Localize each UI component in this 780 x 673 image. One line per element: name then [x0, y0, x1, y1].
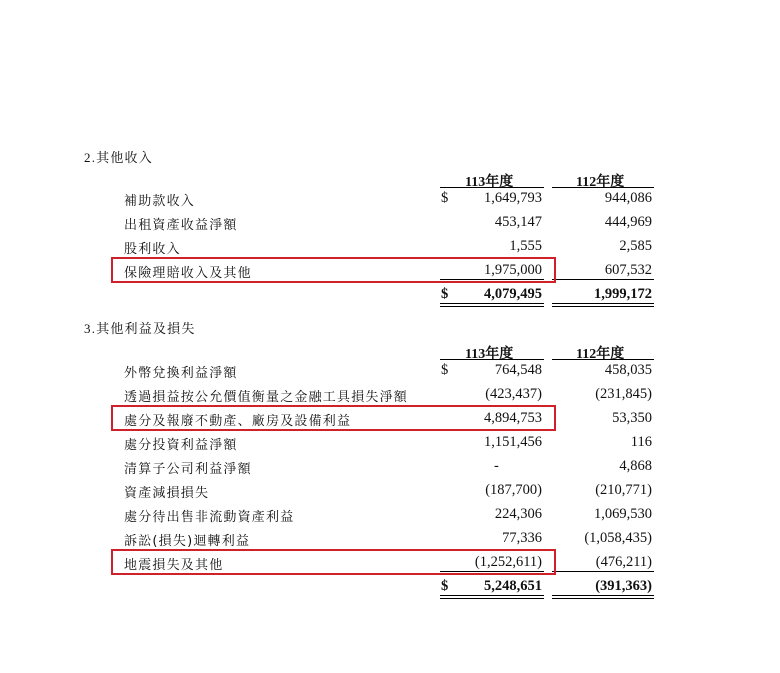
section2-col-112-header: 112年度: [576, 175, 625, 190]
section2-row-113-value: 1,649,793: [484, 190, 542, 206]
section3-subtotal-line-112: [552, 571, 654, 572]
section2-row-label: 補助款收入: [124, 194, 196, 209]
section3-row-113-value: 1,151,456: [484, 434, 542, 450]
highlight-box: [111, 549, 556, 575]
section2-total-currency: $: [441, 286, 449, 302]
section2-total-double-underline-112: [552, 303, 654, 307]
section3-title: 3.其他利益及損失: [84, 321, 196, 336]
section3-row-label: 訴訟(損失)迴轉利益: [124, 534, 251, 549]
section3-row-label: 外幣兌換利益淨額: [124, 366, 238, 381]
section2-row-label: 保險理賠收入及其他: [124, 266, 252, 281]
section3-col-113-underline: [440, 359, 544, 360]
section3-row-112-value: 53,350: [612, 410, 652, 426]
section2-row-112-value: 944,086: [604, 190, 652, 206]
section3-row-112-value: 4,868: [619, 458, 652, 474]
section2-row-label: 股利收入: [124, 242, 181, 257]
section2-row-112-value: 444,969: [604, 214, 652, 230]
section3-total-113: 5,248,651: [484, 578, 542, 594]
section3-row-label: 處分及報廢不動產、廠房及設備利益: [124, 414, 352, 429]
section2-row-112-value: 607,532: [604, 262, 652, 278]
section3-row-113-value: (423,437): [485, 386, 542, 402]
section3-total-112: (391,363): [595, 578, 652, 594]
section3-row-112-value: (210,771): [595, 482, 652, 498]
section2-subtotal-line-112: [552, 279, 654, 280]
section3-row-113-value: 764,548: [494, 362, 542, 378]
section2-row-112-value: 2,585: [619, 238, 652, 254]
section2-row-label: 出租資產收益淨額: [124, 218, 238, 233]
section3-total-double-underline-113: [440, 595, 544, 599]
highlight-box: [111, 405, 556, 431]
section3-row-label: 資產減損損失: [124, 486, 210, 501]
section3-row-113-value: 4,894,753: [484, 410, 542, 426]
section2-col-113-header: 113年度: [465, 175, 514, 190]
section3-row-113-value: 77,336: [502, 530, 542, 546]
section3-row-112-value: 1,069,530: [594, 506, 652, 522]
section3-total-double-underline-112: [552, 595, 654, 599]
section2-total-113: 4,079,495: [484, 286, 542, 302]
section2-currency-symbol: $: [441, 190, 449, 206]
section2-col-112-underline: [552, 187, 654, 188]
highlight-box: [111, 257, 556, 283]
section3-total-currency: $: [441, 578, 449, 594]
section3-col-112-header: 112年度: [576, 347, 625, 362]
section3-row-113-value: -: [494, 458, 499, 474]
section3-row-label: 透過損益按公允價值衡量之金融工具損失淨額: [124, 390, 409, 405]
section2-row-113-value: 1,975,000: [484, 262, 542, 278]
section2-row-113-value: 1,555: [509, 238, 542, 254]
section2-col-113-underline: [440, 187, 544, 188]
section3-row-112-value: 458,035: [604, 362, 652, 378]
section3-row-112-value: (476,211): [595, 554, 652, 570]
section3-row-label: 處分投資利益淨額: [124, 438, 238, 453]
section3-row-113-value: (1,252,611): [474, 554, 542, 570]
section3-row-112-value: (1,058,435): [584, 530, 652, 546]
section3-row-label: 地震損失及其他: [124, 558, 224, 573]
section3-row-label: 處分待出售非流動資產利益: [124, 510, 295, 525]
section2-row-113-value: 453,147: [494, 214, 542, 230]
section3-row-112-value: 116: [630, 434, 652, 450]
section3-row-label: 清算子公司利益淨額: [124, 462, 252, 477]
section3-row-112-value: (231,845): [595, 386, 652, 402]
section3-col-113-header: 113年度: [465, 347, 514, 362]
section2-total-double-underline-113: [440, 303, 544, 307]
section2-title: 2.其他收入: [84, 150, 153, 165]
section3-currency-symbol: $: [441, 362, 449, 378]
section3-row-113-value: 224,306: [494, 506, 542, 522]
section3-col-112-underline: [552, 359, 654, 360]
section2-total-112: 1,999,172: [594, 286, 652, 302]
section3-row-113-value: (187,700): [485, 482, 542, 498]
